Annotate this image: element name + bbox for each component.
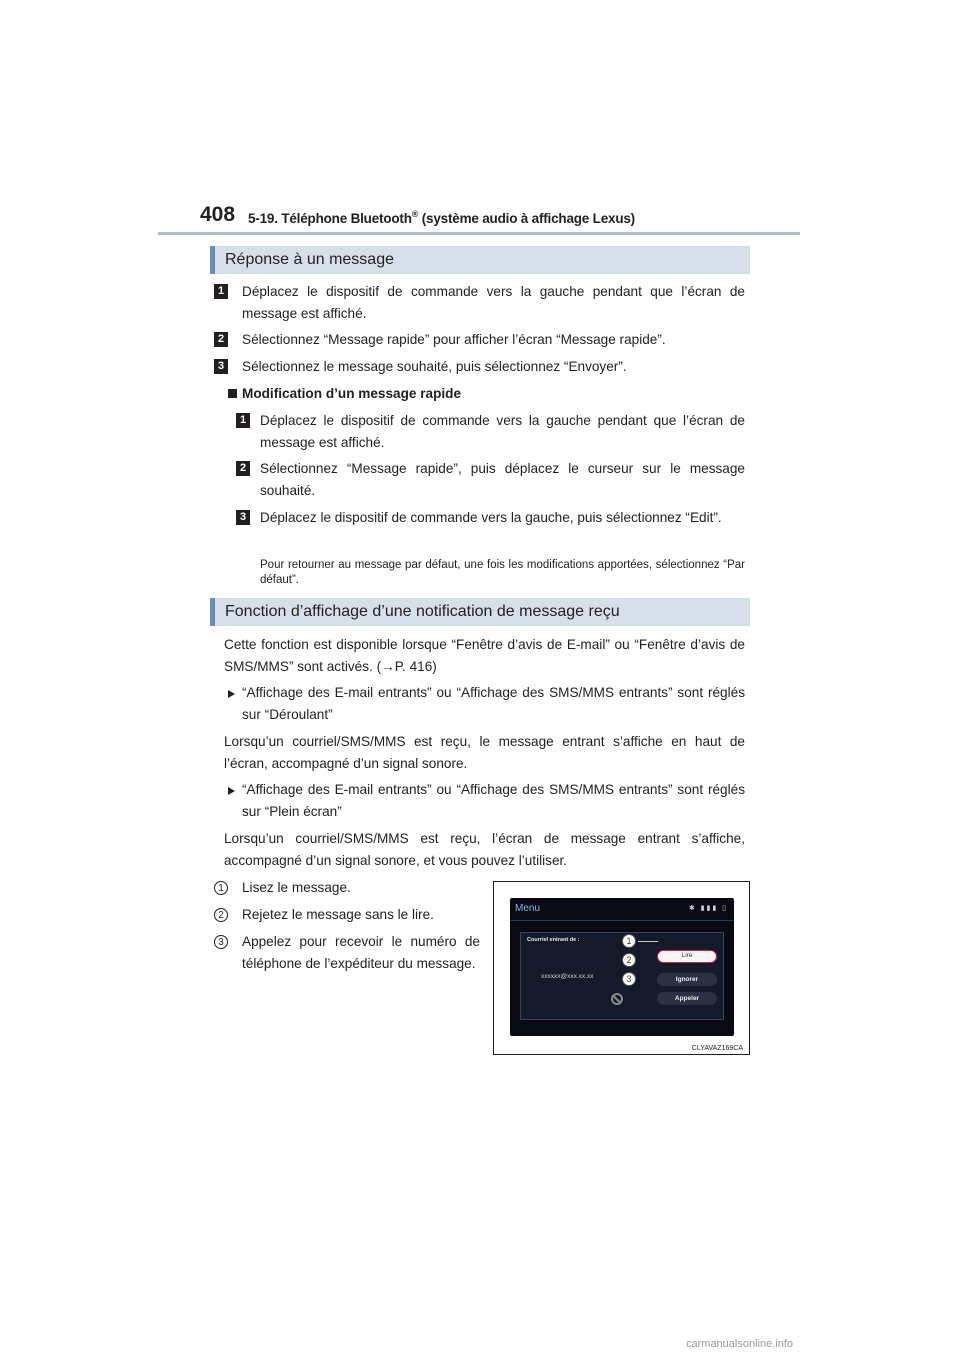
item-text-call: Appelez pour recevoir le numéro de téléphone de l’expéditeur du message. bbox=[242, 934, 480, 971]
sub-step-number-1: 1 bbox=[236, 413, 250, 428]
registered-mark: ® bbox=[411, 209, 419, 219]
sender-email: xxxxxx@xxx.xx.xx bbox=[541, 973, 594, 980]
dialog-title: Courriel entrant de : bbox=[527, 937, 580, 943]
step-text-3: Sélectionnez le message souhaité, puis sélectionnez “Envoyer”. bbox=[242, 359, 627, 374]
notification-intro: Cette fonction est disponible lorsque “Fenêtre d’avis de E-mail” ou “Fenêtre d’avis de SMS/MMS” sont activés. (→P. 416) bbox=[224, 637, 745, 674]
header-title-post: (système audio à affichage Lexus) bbox=[418, 211, 635, 226]
subsection-title: Modification d’un message rapide bbox=[242, 386, 462, 401]
case-fullscreen-title: “Affichage des E-mail entrants” ou “Affichage des SMS/MMS entrants” sont réglés sur “Plein écran” bbox=[242, 782, 745, 819]
sub-step-text-1: Déplacez le dispositif de commande vers la gauche pendant que l’écran de message est affiché. bbox=[260, 413, 745, 450]
header-title-pre: 5-19. Téléphone Bluetooth bbox=[248, 211, 412, 226]
read-button[interactable]: Lire bbox=[657, 950, 717, 963]
callout-line bbox=[638, 941, 658, 942]
square-bullet bbox=[228, 389, 237, 398]
section-title-reply: Réponse à un message bbox=[210, 246, 750, 274]
default-note: Pour retourner au message par défaut, une fois les modifications apportées, sélectionnez “Par défaut”. bbox=[260, 559, 745, 586]
sub-step-text-2: Sélectionnez “Message rapide”, puis déplacez le curseur sur le message souhaité. bbox=[260, 461, 745, 498]
no-entry-icon bbox=[611, 993, 623, 1005]
sub-step-number-3: 3 bbox=[236, 510, 250, 525]
step-number-3: 3 bbox=[214, 359, 228, 374]
callout-3: 3 bbox=[622, 972, 636, 986]
section-title-notification: Fonction d’affichage d’une notification de message reçu bbox=[210, 598, 750, 626]
item-text-read: Lisez le message. bbox=[242, 880, 351, 895]
screen-divider bbox=[510, 920, 734, 921]
triangle-bullet bbox=[228, 787, 235, 795]
screen-illustration bbox=[493, 881, 750, 1055]
item-number-1: 1 bbox=[214, 881, 228, 895]
case-scroll-text: Lorsqu’un courriel/SMS/MMS est reçu, le message entrant s’affiche en haut de l’écran, accompagné d’un signal sonore. bbox=[224, 734, 745, 771]
step-number-2: 2 bbox=[214, 332, 228, 347]
step-number-1: 1 bbox=[214, 284, 228, 299]
image-code: CLYAVAZ169CA bbox=[691, 1045, 743, 1052]
page-number: 408 bbox=[200, 203, 236, 226]
case-scroll-title: “Affichage des E-mail entrants” ou “Affichage des SMS/MMS entrants” sont réglés sur “Déroulant” bbox=[242, 685, 745, 722]
sub-step-text-3: Déplacez le dispositif de commande vers la gauche, puis sélectionnez “Edit”. bbox=[260, 510, 722, 525]
screen-menu-label: Menu bbox=[515, 903, 541, 914]
header-rule bbox=[158, 232, 800, 235]
call-button[interactable]: Appeler bbox=[657, 992, 717, 1005]
status-icons: ✱ ▮▮▮ ▯ bbox=[688, 905, 728, 912]
ignore-button[interactable]: Ignorer bbox=[657, 973, 717, 986]
case-fullscreen-text: Lorsqu’un courriel/SMS/MMS est reçu, l’écran de message entrant s’affiche, accompagné d’un signal sonore, et vous pouvez l’utiliser. bbox=[224, 831, 745, 868]
callout-2: 2 bbox=[622, 953, 636, 967]
display-screen bbox=[510, 898, 734, 1036]
callout-1: 1 bbox=[622, 934, 636, 948]
item-number-2: 2 bbox=[214, 908, 228, 922]
step-text-2: Sélectionnez “Message rapide” pour afficher l’écran “Message rapide”. bbox=[242, 332, 666, 347]
sub-step-number-2: 2 bbox=[236, 461, 250, 476]
item-number-3: 3 bbox=[214, 935, 228, 949]
step-text-1: Déplacez le dispositif de commande vers la gauche pendant que l’écran de message est affiché. bbox=[242, 284, 745, 321]
watermark: carmanualsonline.info bbox=[686, 1338, 794, 1350]
header-title bbox=[248, 209, 635, 226]
triangle-bullet bbox=[228, 690, 235, 698]
item-text-reject: Rejetez le message sans le lire. bbox=[242, 907, 434, 922]
